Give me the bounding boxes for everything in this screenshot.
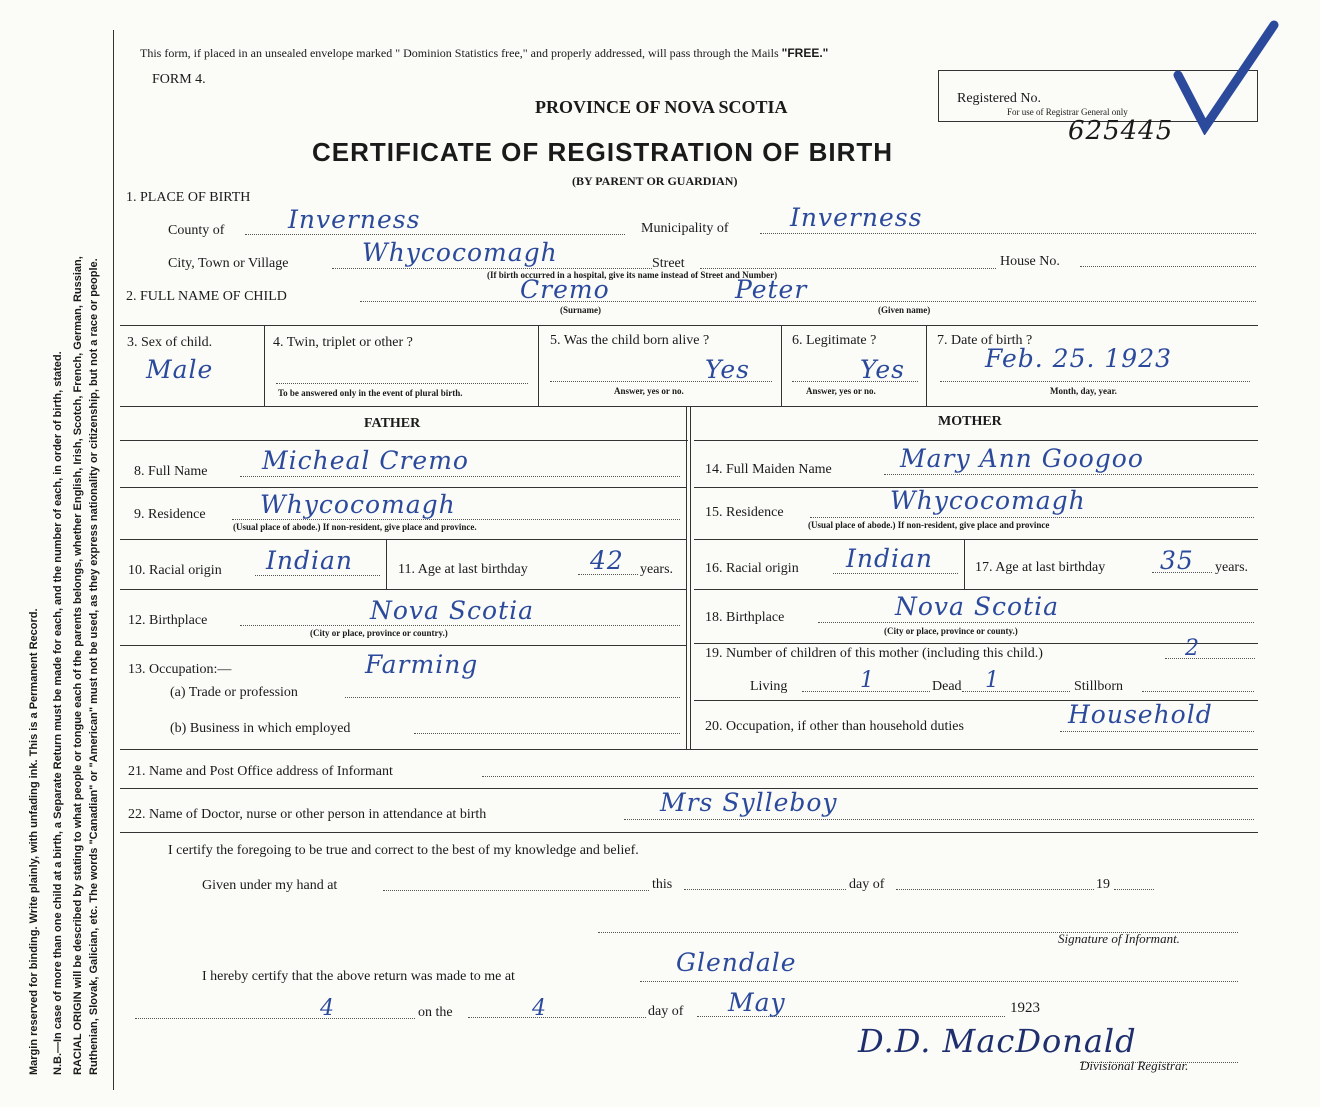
born-alive-label: 5. Was the child born alive ? <box>550 333 710 348</box>
mother-residence-value: Whycocomagh <box>890 486 1086 515</box>
registered-label: Registered No. <box>957 91 1041 106</box>
registrar-statement: I hereby certify that the above return was made to me at <box>202 969 515 984</box>
dead-label: Dead <box>932 679 962 694</box>
mother-name-value: Mary Ann Googoo <box>900 444 1144 473</box>
father-business-line <box>414 733 680 734</box>
row-border <box>120 487 686 488</box>
twin-label: 4. Twin, triplet or other ? <box>273 335 413 350</box>
province-heading: PROVINCE OF NOVA SCOTIA <box>535 97 788 117</box>
year-prefix: 19 <box>1096 877 1110 892</box>
child-name-line <box>360 301 1256 302</box>
county-line <box>245 234 625 235</box>
on-the-label: on the <box>418 1005 453 1020</box>
registered-number: 625445 <box>1068 116 1174 146</box>
mother-age-label: 17. Age at last birthday <box>975 560 1106 575</box>
city-value: Whycocomagh <box>362 238 558 267</box>
mother-race-line <box>833 573 958 574</box>
certificate-subtitle: (BY PARENT OR GUARDIAN) <box>572 174 738 188</box>
day-of-line <box>896 889 1094 890</box>
mother-birthplace-line <box>818 622 1254 623</box>
father-birthplace-label: 12. Birthplace <box>128 613 208 628</box>
mother-name-line <box>884 474 1254 475</box>
legitimate-caption: Answer, yes or no. <box>806 386 876 396</box>
father-years-label: years. <box>640 562 674 577</box>
registrar-day-value: 4 <box>532 996 547 1021</box>
father-trade-label: (a) Trade or profession <box>170 685 298 700</box>
surname-caption: (Surname) <box>560 305 601 315</box>
hospital-note: (If birth occurred in a hospital, give its name instead of Street and Number) <box>487 270 778 280</box>
parents-divider-2 <box>686 406 687 749</box>
divider <box>964 539 965 589</box>
row-border <box>694 539 1258 540</box>
margin-border <box>113 30 114 1090</box>
registrar-signature-caption: Divisional Registrar. <box>1080 1058 1189 1073</box>
given-at-line <box>383 890 649 891</box>
registrar-use-note: For use of Registrar General only <box>1007 107 1128 117</box>
day-of-label: day of <box>849 877 885 892</box>
checkmark-icon <box>1170 15 1280 135</box>
row-border <box>120 589 686 590</box>
mother-birthplace-label: 18. Birthplace <box>705 610 785 625</box>
divider <box>926 325 927 406</box>
mail-notice: This form, if placed in an unsealed envelope marked " Dominion Statistics free," and properly addressed, will pass through the Mails "FREE." <box>140 46 829 60</box>
county-value: Inverness <box>288 205 421 234</box>
dob-value: Feb. 25. 1923 <box>985 344 1172 373</box>
row-border <box>120 539 686 540</box>
mother-heading-border <box>694 440 1258 441</box>
dob-caption: Month, day, year. <box>1050 386 1117 396</box>
mother-occupation-value: Household <box>1068 700 1213 729</box>
divider <box>264 325 265 406</box>
legitimate-value: Yes <box>860 355 905 384</box>
informant-label: 21. Name and Post Office address of Informant <box>128 764 393 779</box>
parents-divider <box>690 406 691 749</box>
city-line <box>332 268 652 269</box>
father-name-label: 8. Full Name <box>134 464 208 479</box>
father-trade-value: Farming <box>365 650 479 679</box>
mother-birthplace-value: Nova Scotia <box>895 592 1060 621</box>
stillborn-line <box>1142 691 1254 692</box>
father-name-value: Micheal Cremo <box>262 446 469 475</box>
father-race-line <box>255 575 380 576</box>
year-line <box>1114 889 1154 890</box>
father-occupation-label: 13. Occupation:— <box>128 662 232 677</box>
given-under-label: Given under my hand at <box>202 878 338 893</box>
municipality-value: Inverness <box>790 203 923 232</box>
living-value: 1 <box>860 668 875 693</box>
street-line <box>700 268 996 269</box>
informant-signature-caption: Signature of Informant. <box>1058 931 1180 946</box>
twin-line <box>276 383 528 384</box>
municipality-label: Municipality of <box>641 221 729 236</box>
mother-age-value: 35 <box>1160 546 1194 575</box>
house-number-label: House No. <box>1000 254 1060 269</box>
county-label: County of <box>168 223 225 238</box>
divider <box>386 539 387 589</box>
row-border <box>694 643 1258 644</box>
street-label: Street <box>652 256 685 271</box>
city-label: City, Town or Village <box>168 256 289 271</box>
registrar-signature: D.D. MacDonald <box>858 1022 1137 1060</box>
doctor-line <box>624 819 1254 820</box>
father-birthplace-caption: (City or place, province or country.) <box>310 628 448 638</box>
margin-note-plural-birth: N.B.—In case of more than one child at a birth, a Separate Return must be made for each, and the number of each, in order of birth, stated. <box>52 351 64 1075</box>
margin-note-racial-origin: RACIAL ORIGIN will be described by stating to what people or tongue each of the parents belongs, whether English, Irish, Scotch, French, German, Russian, <box>72 256 84 1075</box>
row-border <box>120 645 686 646</box>
row-border-top <box>120 325 1258 326</box>
mother-birthplace-caption: (City or place, province or county.) <box>884 626 1018 636</box>
child-given-name: Peter <box>735 275 808 304</box>
row-border-bottom <box>120 406 1258 407</box>
on-the-line <box>468 1017 646 1018</box>
registrar-year-value: 1923 <box>1010 1000 1040 1016</box>
father-name-line <box>240 476 680 477</box>
row-border <box>120 832 1258 833</box>
father-age-value: 42 <box>590 546 624 575</box>
divider <box>781 325 782 406</box>
twin-note: To be answered only in the event of plural birth. <box>278 388 463 398</box>
informant-line <box>482 776 1254 777</box>
father-race-label: 10. Racial origin <box>128 563 222 578</box>
mother-occupation-label: 20. Occupation, if other than household duties <box>705 719 964 734</box>
legitimate-label: 6. Legitimate ? <box>792 333 877 348</box>
sex-label: 3. Sex of child. <box>127 335 213 350</box>
dead-line <box>962 691 1070 692</box>
mother-years-label: years. <box>1215 560 1249 575</box>
place-of-birth-label: 1. PLACE OF BIRTH <box>126 190 251 205</box>
registrar-left-number: 4 <box>320 996 335 1021</box>
father-birthplace-line <box>240 625 680 626</box>
dob-line <box>940 381 1250 382</box>
child-name-label: 2. FULL NAME OF CHILD <box>126 289 287 304</box>
father-age-label: 11. Age at last birthday <box>398 562 528 577</box>
mother-residence-label: 15. Residence <box>705 505 784 520</box>
sex-value: Male <box>146 355 214 384</box>
municipality-line <box>760 233 1256 234</box>
mother-residence-line <box>810 517 1254 518</box>
mother-name-label: 14. Full Maiden Name <box>705 462 832 477</box>
margin-note-binding: Margin reserved for binding. Write plainly, with unfading ink. This is a Permanent Record. <box>28 608 40 1075</box>
doctor-value: Mrs Sylleboy <box>660 788 838 817</box>
living-label: Living <box>750 679 788 694</box>
registrar-left-line <box>135 1018 415 1019</box>
father-heading: FATHER <box>364 416 421 431</box>
dob-label: 7. Date of birth ? <box>937 333 1033 348</box>
father-residence-label: 9. Residence <box>134 507 206 522</box>
father-heading-border <box>120 440 688 441</box>
born-alive-value: Yes <box>705 355 750 384</box>
stillborn-label: Stillborn <box>1074 679 1124 694</box>
mother-children-line <box>1165 658 1255 659</box>
house-number-line <box>1080 266 1256 267</box>
mother-heading: MOTHER <box>938 414 1002 429</box>
born-alive-caption: Answer, yes or no. <box>614 386 684 396</box>
this-line <box>684 889 846 890</box>
dead-value: 1 <box>985 668 1000 693</box>
father-business-label: (b) Business in which employed <box>170 721 351 736</box>
father-residence-line <box>232 519 680 520</box>
this-label: this <box>652 877 673 892</box>
parents-table-bottom <box>120 749 1258 750</box>
mother-residence-caption: (Usual place of abode.) If non-resident, give place and province <box>808 520 1050 530</box>
father-birthplace-value: Nova Scotia <box>370 596 535 625</box>
father-trade-line <box>345 697 680 698</box>
registrar-month-value: May <box>728 988 786 1017</box>
registrar-place-value: Glendale <box>676 948 797 977</box>
child-surname: Cremo <box>520 275 610 304</box>
mother-race-label: 16. Racial origin <box>705 561 799 576</box>
given-name-caption: (Given name) <box>878 305 931 315</box>
doctor-label: 22. Name of Doctor, nurse or other person in attendance at birth <box>128 807 487 822</box>
father-race-value: Indian <box>266 546 353 575</box>
mother-race-value: Indian <box>846 544 933 573</box>
divider <box>538 325 539 406</box>
registrar-place-line <box>640 981 1238 982</box>
mother-children-label: 19. Number of children of this mother (including this child.) <box>705 646 1043 661</box>
registrar-day-of-label: day of <box>648 1004 684 1019</box>
father-residence-value: Whycocomagh <box>260 490 456 519</box>
margin-note-racial-origin-2: Ruthenian, Slovak, Galician, etc. The words "Canadian" or "American" must not be used, as they express nationality or citizenship, but not a race or people. <box>88 258 100 1075</box>
form-number: FORM 4. <box>152 72 206 87</box>
row-border <box>694 589 1258 590</box>
father-residence-caption: (Usual place of abode.) If non-resident, give place and province. <box>233 522 477 532</box>
certificate-title: CERTIFICATE OF REGISTRATION OF BIRTH <box>312 137 894 167</box>
mother-children-value: 2 <box>1185 636 1200 661</box>
certify-statement: I certify the foregoing to be true and correct to the best of my knowledge and belief. <box>168 843 639 858</box>
mother-occupation-line <box>1060 731 1254 732</box>
